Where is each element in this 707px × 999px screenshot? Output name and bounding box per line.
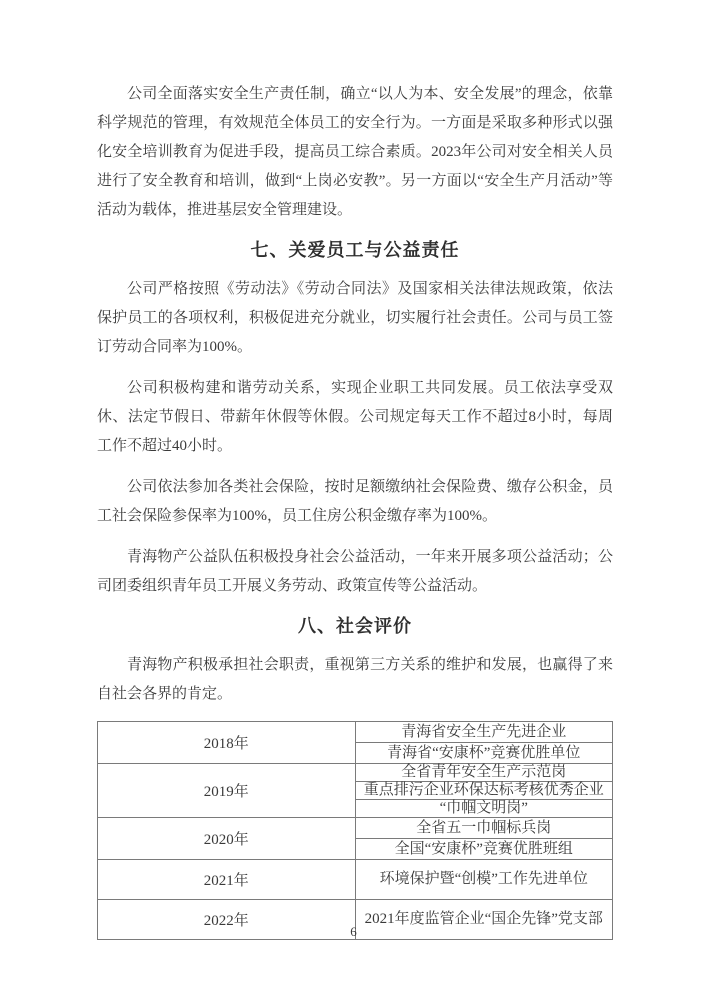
table-row: [98, 764, 613, 782]
award-cell: 重点排污企业环保达标考核优秀企业: [355, 782, 613, 800]
page-content: [97, 80, 613, 940]
paragraph-labor-law: 公司严格按照《劳动法》《劳动合同法》及国家相关法律法规政策，依法保护员工的各项权利，积极促进充分就业，切实履行社会责任。公司与员工签订劳动合同率为100%。: [97, 281, 613, 355]
section-8-heading: 八、社会评价: [298, 616, 412, 636]
year-cell: 2022年: [98, 900, 356, 940]
award-cell: 全国“安康杯”竞赛优胜班组: [355, 839, 613, 860]
section-7-heading: 七、关爱员工与公益责任: [250, 240, 460, 260]
page-number: 6: [350, 924, 357, 939]
award-cell: 全省五一巾帼标兵岗: [355, 818, 613, 839]
awards-table-body: [98, 722, 613, 940]
table-row: [98, 722, 613, 743]
award-cell: “巾帼文明岗”: [355, 800, 613, 818]
award-cell: 环境保护暨“创模”工作先进单位: [355, 860, 613, 900]
year-cell: 2019年: [98, 764, 356, 818]
paragraph-public-welfare: 青海物产公益队伍积极投身社会公益活动，一年来开展多项公益活动；公司团委组织青年员工开展义务劳动、政策宣传等公益活动。: [97, 549, 613, 594]
paragraph-social-insurance: 公司依法参加各类社会保险，按时足额缴纳社会保险费、缴存公积金，员工社会保险参保率为100%，员工住房公积金缴存率为100%。: [97, 479, 613, 524]
award-cell: 全省青年安全生产示范岗: [355, 764, 613, 782]
paragraph-social-evaluation: 青海物产积极承担社会职责，重视第三方关系的维护和发展，也赢得了来自社会各界的肯定。: [97, 657, 613, 702]
year-cell: 2018年: [98, 722, 356, 764]
year-cell: 2020年: [98, 818, 356, 860]
awards-table: [97, 721, 613, 940]
paragraph-safety-production: 公司全面落实安全生产责任制，确立“以人为本、安全发展”的理念，依靠科学规范的管理，有效规范全体员工的安全行为。一方面是采取多种形式以强化安全培训教育为促进手段，提高员工综合素质。2023年公司对安全相关人员进行了安全教育和培训，做到“上岗必安教”。另一方面以“安全生产月活动”等活动为载体，推进基层安全管理建设。: [97, 86, 613, 218]
year-cell: 2021年: [98, 860, 356, 900]
table-row: [98, 818, 613, 839]
table-row: [98, 860, 613, 900]
award-cell: 2021年度监管企业“国企先锋”党支部: [355, 900, 613, 940]
award-cell: 青海省安全生产先进企业: [355, 722, 613, 743]
paragraph-labor-relations: 公司积极构建和谐劳动关系，实现企业职工共同发展。员工依法享受双休、法定节假日、带薪年休假等休假。公司规定每天工作不超过8小时，每周工作不超过40小时。: [97, 380, 613, 454]
award-cell: 青海省“安康杯”竞赛优胜单位: [355, 743, 613, 764]
